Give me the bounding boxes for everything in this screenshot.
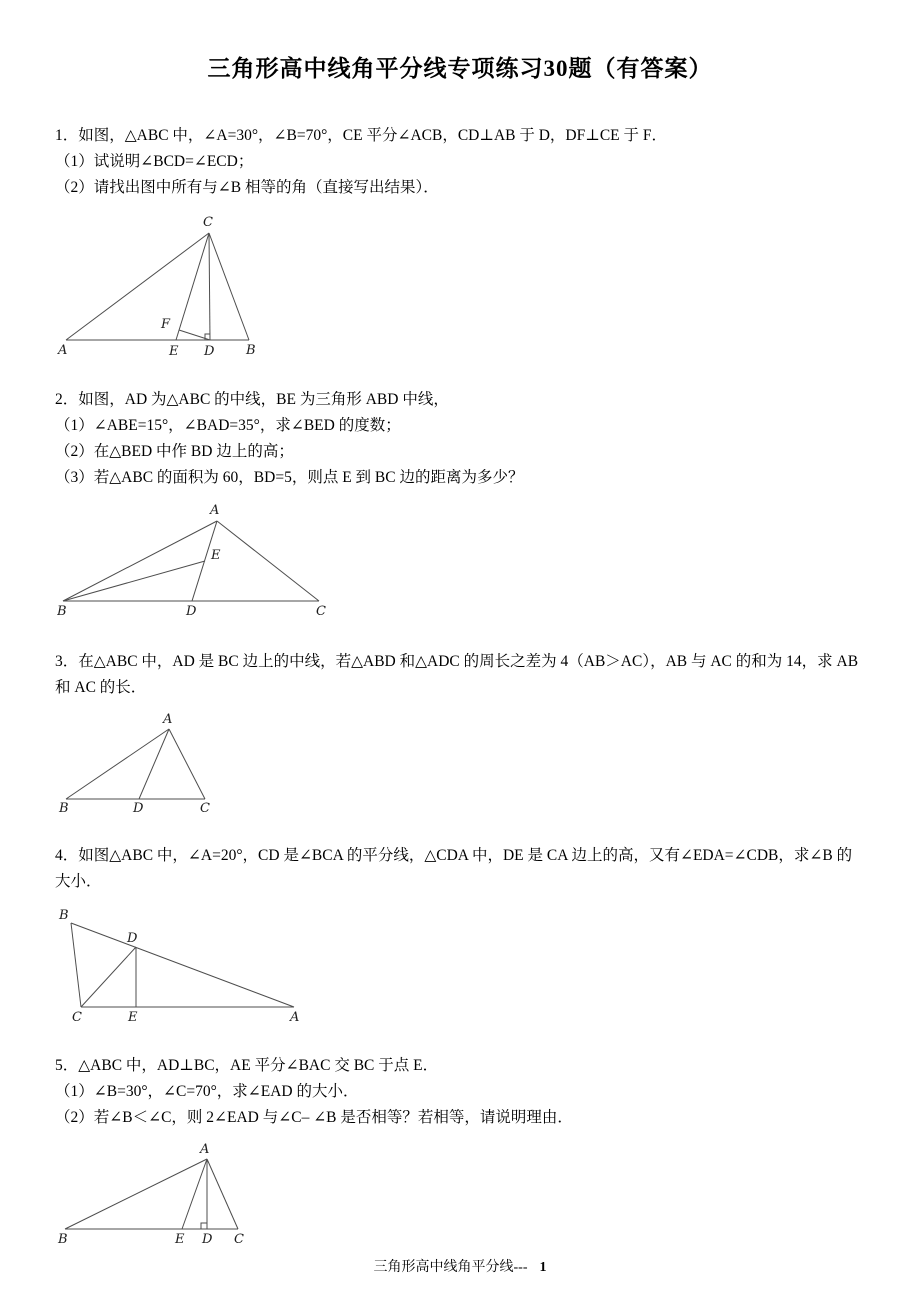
geometry-figure	[57, 711, 232, 815]
edge-CD	[209, 233, 210, 340]
problem-5	[55, 1053, 865, 1245]
footer-text: 三角形高中线角平分线---	[373, 1260, 528, 1275]
vertex-label-B: B	[58, 1232, 68, 1245]
vertex-label-C: C	[203, 215, 213, 230]
page-footer	[0, 1256, 920, 1276]
vertex-label-C: C	[72, 1010, 82, 1025]
geometry-figure	[57, 211, 307, 359]
edge-BE	[63, 561, 205, 601]
edge-BA	[71, 923, 294, 1007]
edge-CD	[81, 947, 136, 1007]
vertex-label-E: E	[169, 344, 179, 359]
edge-AB	[63, 521, 217, 601]
problem-text-line: 4．如图△ABC 中，∠A=20°，CD 是∠BCA 的平分线，△CDA 中，DE 是 CA 边上的高，又有∠EDA=∠CDB，求∠B 的大小．	[55, 847, 853, 890]
problem-3-diagram	[57, 711, 865, 815]
problem-list	[55, 123, 865, 1245]
problem-3-text	[55, 649, 865, 701]
vertex-label-D: D	[133, 801, 144, 815]
geometry-figure	[57, 501, 347, 621]
problem-text-line: 1．如图，△ABC 中，∠A=30°，∠B=70°，CE 平分∠ACB，CD⊥AB 于 D，DF⊥CE 于 F．	[55, 127, 667, 144]
problem-4-diagram	[57, 905, 865, 1025]
problem-2-text	[55, 387, 865, 491]
problem-2-diagram	[57, 501, 865, 621]
page-title: 三角形高中线角平分线专项练习30题（有答案）	[207, 56, 713, 81]
problem-5-diagram	[57, 1141, 865, 1245]
vertex-label-B: B	[59, 908, 69, 923]
vertex-label-A: A	[163, 712, 173, 727]
geometry-figure	[57, 905, 322, 1025]
vertex-label-F: F	[161, 317, 171, 332]
problem-1-text	[55, 123, 865, 201]
problem-text-line: （1）试说明∠BCD=∠ECD；	[55, 153, 254, 170]
problem-text-line: （1）∠ABE=15°，∠BAD=35°，求∠BED 的度数；	[55, 417, 401, 434]
footer-page-number: 1	[539, 1260, 547, 1275]
problem-text-line: （2）请找出图中所有与∠B 相等的角（直接写出结果）．	[55, 179, 439, 196]
problem-text-line: 2．如图，AD 为△ABC 的中线，BE 为三角形 ABD 中线，	[55, 391, 449, 408]
edge-AC	[207, 1159, 238, 1229]
right-angle-mark	[201, 1223, 207, 1229]
vertex-label-A: A	[290, 1010, 300, 1025]
vertex-label-B: B	[57, 604, 67, 619]
problem-4-text	[55, 843, 865, 895]
vertex-label-C: C	[234, 1232, 244, 1245]
problem-text-line: （3）若△ABC 的面积为 60，BD=5，则点 E 到 BC 边的距离为多少？	[55, 469, 524, 486]
edge-BC	[71, 923, 81, 1007]
problem-3	[55, 649, 865, 815]
problem-text-line: （2）在△BED 中作 BD 边上的高；	[55, 443, 294, 460]
geometry-figure	[57, 1141, 272, 1245]
vertex-label-D: D	[204, 344, 215, 359]
problem-5-text	[55, 1053, 865, 1131]
vertex-label-D: D	[186, 604, 197, 619]
vertex-label-A: A	[58, 343, 68, 358]
vertex-label-A: A	[210, 503, 220, 518]
edge-AC	[217, 521, 319, 601]
problem-1	[55, 123, 865, 359]
vertex-label-B: B	[59, 801, 69, 815]
edge-AC	[169, 729, 205, 799]
vertex-label-C: C	[200, 801, 210, 815]
vertex-label-E: E	[128, 1010, 138, 1025]
problem-text-line: （2）若∠B＜∠C，则 2∠EAD 与∠C– ∠B 是否相等？若相等，请说明理由．	[55, 1109, 573, 1126]
problem-text-line: 5．△ABC 中，AD⊥BC，AE 平分∠BAC 交 BC 于点 E．	[55, 1057, 439, 1074]
vertex-label-B: B	[246, 343, 256, 358]
problem-2	[55, 387, 865, 621]
vertex-label-C: C	[316, 604, 326, 619]
vertex-label-E: E	[211, 548, 221, 563]
problem-text-line: （1）∠B=30°，∠C=70°，求∠EAD 的大小．	[55, 1083, 359, 1100]
edge-AC	[66, 233, 209, 340]
problem-4	[55, 843, 865, 1025]
vertex-label-D: D	[202, 1232, 213, 1245]
vertex-label-A: A	[200, 1142, 210, 1157]
problem-1-diagram	[57, 211, 865, 359]
vertex-label-E: E	[175, 1232, 185, 1245]
problem-text-line: 3．在△ABC 中，AD 是 BC 边上的中线，若△ABD 和△ADC 的周长之差为 4（AB＞AC），AB 与 AC 的和为 14，求 AB 和 AC 的长．	[55, 653, 859, 696]
edge-CE	[176, 233, 209, 340]
edge-CB	[209, 233, 249, 340]
vertex-label-D: D	[127, 931, 138, 946]
